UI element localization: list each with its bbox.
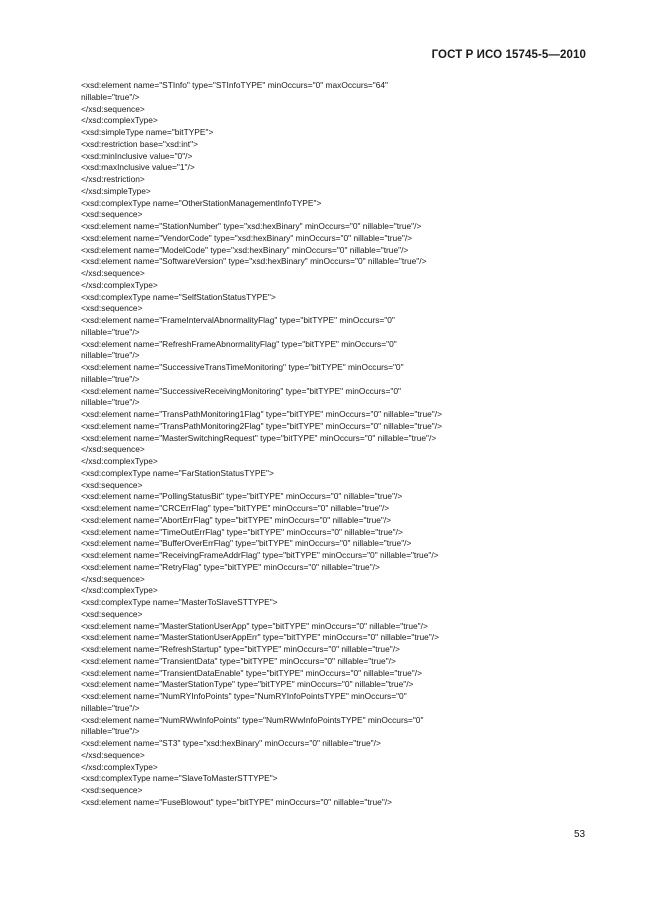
code-line: </xsd:simpleType> — [81, 185, 151, 196]
code-line: </xsd:sequence> — [81, 444, 145, 455]
code-line: <xsd:complexType name="MasterToSlaveSTTYPE"> — [81, 597, 278, 607]
code-line: nillable="true"/> — [81, 91, 140, 102]
code-line: <xsd:complexType name="FarStationStatusTYPE"> — [81, 467, 274, 478]
code-line: </xsd:complexType> — [81, 585, 158, 596]
code-line: <xsd:sequence> — [81, 479, 143, 490]
code-line: </xsd:sequence> — [81, 103, 145, 114]
code-line: <xsd:element name="VendorCode" type="xsd:hexBinary" minOccurs="0" nillable="true"/> — [81, 232, 413, 243]
code-line: <xsd:element name="SuccessiveTransTimeMonitoring" type="bitTYPE" minOccurs="0" — [81, 362, 404, 372]
code-line: <xsd:element name="MasterStationType" type="bitTYPE" minOccurs="0" nillable="true"/> — [81, 679, 414, 690]
code-line: <xsd:element name="RefreshFrameAbnormalityFlag" type="bitTYPE" minOccurs="0" — [81, 338, 397, 349]
code-line: <xsd:element name="NumRYInfoPoints" type="NumRYInfoPointsTYPE" minOccurs="0" — [81, 691, 407, 701]
code-line: <xsd:element name="BufferOverErrFlag" type="bitTYPE" minOccurs="0" nillable="true"/> — [81, 538, 412, 549]
code-line: nillable="true"/> — [81, 373, 140, 384]
code-line: <xsd:element name="RefreshStartup" type="bitTYPE" minOccurs="0" nillable="true"/> — [81, 644, 400, 654]
page-number: 53 — [574, 829, 586, 840]
code-line: <xsd:sequence> — [81, 608, 143, 619]
code-line: <xsd:element name="TransientData" type="bitTYPE" minOccurs="0" nillable="true"/> — [81, 655, 396, 666]
code-line: <xsd:element name="ModelCode" type="xsd:hexBinary" minOccurs="0" nillable="true"/> — [81, 244, 409, 255]
code-line: </xsd:sequence> — [81, 573, 145, 584]
code-line: <xsd:element name="FrameIntervalAbnormalityFlag" type="bitTYPE" minOccurs="0" — [81, 315, 395, 325]
code-line: </xsd:sequence> — [81, 268, 145, 278]
code-line: <xsd:element name="CRCErrFlag" type="bitTYPE" minOccurs="0" nillable="true"/> — [81, 503, 390, 513]
code-line: <xsd:element name="RetryFlag" type="bitTYPE" minOccurs="0" nillable="true"/> — [81, 561, 380, 572]
code-line: <xsd:element name="STInfo" type="STInfoTYPE" minOccurs="0" maxOccurs="64" — [81, 80, 389, 90]
code-line: <xsd:element name="PollingStatusBit" type="bitTYPE" minOccurs="0" nillable="true"/> — [81, 491, 403, 502]
code-line: </xsd:restriction> — [81, 174, 145, 184]
code-line: <xsd:element name="TransPathMonitoring2Flag" type="bitTYPE" minOccurs="0" nillable="true"/> — [81, 420, 442, 431]
standard-designation: ГОСТ Р ИСО 15745-5—2010 — [431, 49, 586, 61]
code-line: </xsd:complexType> — [81, 279, 158, 290]
code-line: </xsd:complexType> — [81, 456, 158, 466]
code-line: <xsd:sequence> — [81, 785, 143, 795]
code-line: <xsd:sequence> — [81, 209, 143, 220]
code-line: <xsd:sequence> — [81, 303, 143, 314]
code-line: <xsd:maxInclusive value="1"/> — [81, 162, 195, 173]
code-line: <xsd:element name="TimeOutErrFlag" type="bitTYPE" minOccurs="0" nillable="true"/> — [81, 526, 403, 537]
code-line: <xsd:element name="NumRWwInfoPoints" type="NumRWwInfoPointsTYPE" minOccurs="0" — [81, 714, 424, 725]
code-line: <xsd:element name="MasterSwitchingRequest" type="bitTYPE" minOccurs="0" nillable="true"/> — [81, 432, 437, 443]
code-line: <xsd:element name="SoftwareVersion" type="xsd:hexBinary" minOccurs="0" nillable="true"/> — [81, 256, 427, 267]
code-line: <xsd:complexType name="SelfStationStatusTYPE"> — [81, 291, 276, 302]
code-line: nillable="true"/> — [81, 702, 140, 713]
code-line: <xsd:simpleType name="bitTYPE"> — [81, 127, 214, 137]
code-line: nillable="true"/> — [81, 726, 140, 737]
code-line: <xsd:restriction base="xsd:int"> — [81, 138, 198, 149]
code-line: <xsd:element name="TransPathMonitoring1Flag" type="bitTYPE" minOccurs="0" nillable="true"/> — [81, 409, 442, 419]
code-line: nillable="true"/> — [81, 350, 140, 361]
code-line: <xsd:element name="StationNumber" type="xsd:hexBinary" minOccurs="0" nillable="true"/> — [81, 221, 422, 231]
code-line: <xsd:element name="SuccessiveReceivingMonitoring" type="bitTYPE" minOccurs="0" — [81, 385, 401, 396]
code-line: <xsd:element name="MasterStationUserAppErr" type="bitTYPE" minOccurs="0" nillable="true"/> — [81, 632, 440, 643]
code-line: nillable="true"/> — [81, 397, 140, 408]
code-line: <xsd:complexType name="OtherStationManagementInfoTYPE"> — [81, 197, 322, 208]
code-line: </xsd:complexType> — [81, 115, 158, 126]
code-line: <xsd:element name="ST3" type="xsd:hexBinary" minOccurs="0" nillable="true"/> — [81, 738, 381, 748]
code-line: </xsd:complexType> — [81, 761, 158, 772]
code-line: nillable="true"/> — [81, 326, 140, 337]
code-line: </xsd:sequence> — [81, 749, 145, 760]
xsd-listing — [81, 80, 581, 809]
code-line: <xsd:complexType name="SlaveToMasterSTTYPE"> — [81, 773, 278, 784]
code-line: <xsd:element name="ReceivingFrameAddrFlag" type="bitTYPE" minOccurs="0" nillable="true"/> — [81, 550, 439, 560]
code-line: <xsd:element name="AbortErrFlag" type="bitTYPE" minOccurs="0" nillable="true"/> — [81, 514, 392, 525]
code-line: <xsd:element name="TransientDataEnable" type="bitTYPE" minOccurs="0" nillable="true"/> — [81, 667, 422, 678]
code-line: <xsd:minInclusive value="0"/> — [81, 150, 193, 161]
code-line: <xsd:element name="FuseBlowout" type="bitTYPE" minOccurs="0" nillable="true"/> — [81, 796, 393, 807]
code-line: <xsd:element name="MasterStationUserApp" type="bitTYPE" minOccurs="0" nillable="true"/> — [81, 620, 428, 631]
